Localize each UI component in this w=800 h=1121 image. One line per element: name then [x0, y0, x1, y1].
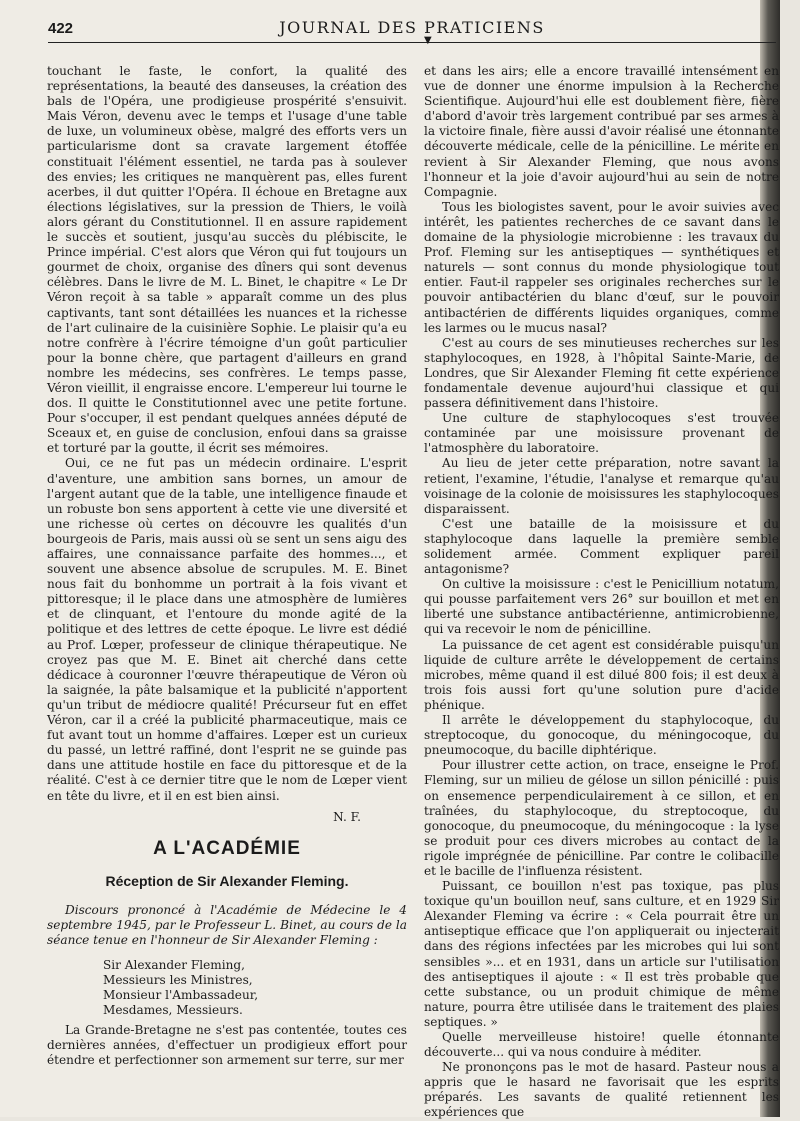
- page-header: [48, 14, 776, 43]
- speech-intro: Discours prononcé à l'Académie de Médecine le 4 septembre 1945, par le Professeur L. Binet, au cours de la séance tenue en l'honneur de Sir Alexander Fleming :: [47, 902, 407, 948]
- article-paragraph: C'est une bataille de la moisissure et du staphylocoque dans laquelle la première semble solidement armée. Comment expliquer pareil antagonisme?: [424, 516, 779, 577]
- article-paragraph: et dans les airs; elle a encore travaillé intensément en vue de donner une énorme impulsion à la Recherche Scientifique. Aujourd'hui elle est doublement fière, fière d'abord d'avoir très largement contribué par ses armes à la victoire finale, fière aussi d'avoir réalisé une étonnante découverte médicale, celle de la pénicilline. Le mérite en revient à Sir Alexander Fleming, que nous avons l'honneur et la joie d'avoir aujourd'hui au sein de notre Compagnie.: [424, 64, 779, 199]
- article-paragraph: Oui, ce ne fut pas un médecin ordinaire. L'esprit d'aventure, une ambition sans bornes, un amour de l'argent autant que de la table, une intelligence finaude et un robuste bon sens apportent à cette vie une diversité et une richesse où certes on découvre les qualités d'un bourgeois de Paris, mais aussi où se sent un sens aigu des affaires, une connaissance parfaite des hommes..., et souvent une absence absolue de scrupules. M. E. Binet nous fait du bonhomme un portrait à la fois vivant et pittoresque; il le place dans une atmosphère de lumières et de clinquant, et l'entoure du monde agité de la politique et des lettres de cette époque. Le livre est dédié au Prof. Lœper, professeur de clinique thérapeutique. Ne croyez pas que M. E. Binet ait cherché dans cette dédicace à couronner l'œuvre thérapeutique de Véron où la saignée, la pâte balsamique et la publicité n'apportent qu'un tribut de médiocre qualité! Précurseur fut en effet Véron, car il a créé la publicité pharmaceutique, mais ce fut avant tout un homme d'affaires. Lœper est un curieux du passé, un lettré raffiné, dont l'esprit ne se guinde pas dans une attitude hostile en face du pittoresque et de la réalité. C'est à ce dernier titre que le nom de Lœper vient en tête du livre, et il en est bien ainsi.: [47, 456, 407, 803]
- article-paragraph: Il arrête le développement du staphylocoque, du streptocoque, du gonocoque, du méningocoque, du pneumocoque, du bacille diphtérique.: [424, 713, 779, 758]
- section-title: A L'ACADÉMIE: [153, 837, 301, 859]
- salutation-line: Monsieur l'Ambassadeur,: [103, 988, 259, 1003]
- article-paragraph: Pour illustrer cette action, on trace, enseigne le Prof. Fleming, sur un milieu de gélose un sillon pénicillé : puis on ensemence perpendiculairement à ce sillon, et en traînées, du staphylocoque, du streptocoque, du gonocoque, du pneumocoque, du méningocoque : la lyse se produit pour ces divers microbes au contact de la rigole imprégnée de pénicilline. Par contre le colibacille et le bacille de l'influenza résistent.: [424, 758, 779, 878]
- article-paragraph: La puissance de cet agent est considérable puisqu'un liquide de culture arrête le développement de certains microbes, même quand il est dilué 800 fois; il est deux à trois fois aussi fort qu'une solution pure d'acide phénique.: [424, 637, 779, 712]
- article-paragraph: touchant le faste, le confort, la qualité des représentations, la beauté des danseuses, la création des bals de l'Opéra, une prodigieuse prospérité s'ensuivit. Mais Véron, devenu avec le temps et l'usage d'une table de luxe, un volumineux obèse, malgré des efforts vers un particularisme dont sa cravate largement étoffée constituait l'élément essentiel, ne tarda pas à soulever des envies; les critiques ne manquèrent pas, elles furent acerbes, il dut quitter l'Opéra. Il échoue en Bretagne aux élections législatives, sur la pression de Thiers, le voilà alors gérant du Constitutionnel. Il en assure rapidement le succès et soutient, jusqu'au succès du plébiscite, le Prince impérial. C'est alors que Véron qui fut toujours un gourmet de choix, organise des dîners qui sont devenus célèbres. Dans le livre de M. L. Binet, le chapitre « Le Dr Véron reçoit à sa table » apparaît comme un des plus captivants, tant sont détaillées les nuances et la richesse de l'art culinaire de la cuisinière Sophie. Le plaisir qu'a eu notre confrère à l'écrire témoigne d'un goût particulier pour la bonne chère, que partagent d'ailleurs en grand nombre les médecins, ses confrères. Le temps passe, Véron vieillit, il engraisse encore. L'empereur lui tourne le dos. Il quitte le Constitutionnel avec une petite fortune. Pour s'occuper, il est pendant quelques années député de Sceaux et, en guise de conclusion, enfoui dans sa graisse et torturé par la goutte, il écrit ses mémoires.: [47, 64, 407, 456]
- article-paragraph: Une culture de staphylocoques s'est trouvée contaminée par une moisissure provenant de l'atmosphère du laboratoire.: [424, 411, 779, 456]
- salutation-line: Sir Alexander Fleming,: [103, 958, 246, 973]
- header-ornament-icon: ▼: [424, 35, 432, 46]
- article-paragraph: Tous les biologistes savent, pour le avoir suivies avec intérêt, les patientes recherches de ce savant dans le domaine de la physiologie microbienne : les travaux du Prof. Fleming sur les antiseptiques — synthétiques et naturels — sont connus du monde physiologique tout entier. Faut-il rappeler ses originales recherches sur le pouvoir antibactérien du blanc d'œuf, sur le pouvoir antibactérien de différents liquides organiques, comme les larmes ou le mucus nasal?: [424, 199, 779, 335]
- article-paragraph: Ne prononçons pas le mot de hasard. Pasteur nous a appris que le hasard ne favorisait que les esprits préparés. Les savants de qualité retiennent les expériences que: [424, 1060, 779, 1120]
- right-column: [424, 64, 779, 1121]
- article-paragraph: Puissant, ce bouillon n'est pas toxique, pas plus toxique qu'un bouillon neuf, sans culture, et en 1929 Sir Alexander Fleming va écrire : « Cela pourrait être un antiseptique efficace que l'on appliquerait ou injecterait dans des régions infectées par les microbes qui lui sont sensibles »... et en 1931, dans un article sur l'utilisation des antiseptiques il ajoute : « Il est très probable que cette substance, ou un produit chimique de même nature, pourra être utilisée dans le traitement des plaies septiques. »: [424, 879, 779, 1029]
- salutation: [47, 958, 407, 1018]
- article-paragraph: C'est au cours de ses minutieuses recherches sur les staphylocoques, en 1928, à l'hôpital Sainte-Marie, de Londres, que Sir Alexander Fleming fit cette expérience fondamentale devenue aujourd'hui classique et qui passera définitivement dans l'histoire.: [424, 335, 779, 411]
- page-number: 422: [48, 20, 74, 37]
- section-subtitle: Réception de Sir Alexander Fleming.: [105, 872, 349, 889]
- article-paragraph: Quelle merveilleuse histoire! quelle étonnante découverte... qui va nous conduire à méditer.: [424, 1030, 779, 1060]
- article-paragraph: La Grande-Bretagne ne s'est pas contentée, toutes ces dernières années, d'effectuer un prodigieux effort pour étendre et perfectionner son armement sur terre, sur mer: [47, 1022, 407, 1067]
- journal-title: JOURNAL DES PRATICIENS: [279, 18, 545, 37]
- left-column: [47, 64, 407, 1068]
- article-paragraph: On cultive la moisissure : c'est le Penicillium notatum, qui pousse parfaitement vers 26° sur bouillon et met en liberté une substance antibactérienne, antimicrobienne, qui va recevoir le nom de pénicilline.: [424, 577, 779, 637]
- salutation-line: Messieurs les Ministres,: [103, 973, 253, 988]
- salutation-line: Mesdames, Messieurs.: [103, 1003, 243, 1018]
- article-paragraph: Au lieu de jeter cette préparation, notre savant la retient, l'examine, l'étudie, l'analyse et remarque qu'au voisinage de la colonie de moisissures les staphylocoques disparaissent.: [424, 456, 779, 516]
- author-signature: N. F.: [333, 809, 361, 824]
